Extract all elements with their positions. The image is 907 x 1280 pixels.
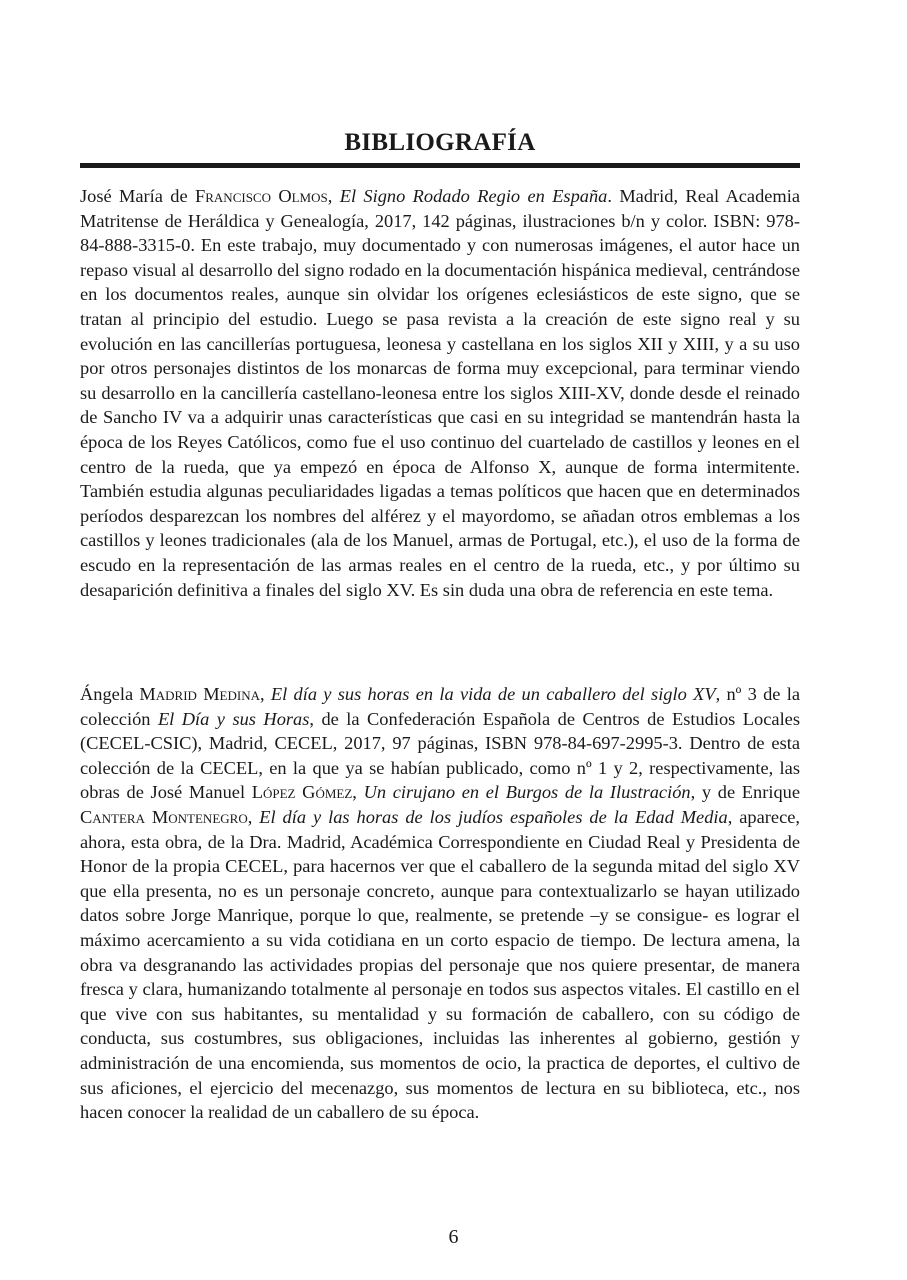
bibliography-entry (80, 682, 800, 1125)
page-title: BIBLIOGRAFÍA (344, 129, 536, 156)
bibliography-entry (80, 184, 800, 602)
author-surname: Madrid Medina (139, 684, 260, 704)
entry-body: . Madrid, Real Academia Matritense de Heráldica y Genealogía, 2017, 142 páginas, ilustraciones b/n y color. ISBN: 978-84-888-3315-0. En este trabajo, muy documentado y con numerosas imágenes, el autor hace un repaso visual al desarrollo del signo rodado en la documentación hispánica medieval, centrándose en los documentos reales, aunque sin olvidar los orígenes eclesiásticos de este signo, que se tratan al principio del estudio. Luego se pasa revista a la creación de este signo real y su evolución en las cancillerías portuguesa, leonesa y castellana en los siglos XII y XIII, y a su uso por otros personajes distintos de los monarcas de forma muy excepcional, para terminar viendo su desarrollo en la cancillería castellano-leonesa entre los siglos XIII-XV, donde desde el reinado de Sancho IV va a adquirir unas características que casi en su integridad se mantendrán hasta la época de los Reyes Católicos, como fue el uso continuo del cuartelado de castillos y leones en el centro de la rueda, que ya empezó en época de Alfonso X, aunque de forma intermitente. También estudia algunas peculiaridades ligadas a temas políticos que hacen que en determinados períodos desparezcan los nombres del alférez y el mayordomo, se añadan otros emblemas a los castillos y leones tradicionales (ala de los Manuel, armas de Portugal, etc.), el uso de la forma de escudo en la representación de las armas reales en el centro de la rueda, etc., y por último su desaparición definitiva a finales del siglo XV. Es sin duda una obra de referencia en este tema. (80, 186, 801, 600)
entry-text: , nº 3 de la colección (80, 684, 801, 729)
entry-text: , de la Confederación Española de Centros de Estudios Locales (CECEL-CSIC), Madrid, CECEL, 2017, 97 páginas, ISBN 978-84-697-2995-3. Dentro de esta colección de la CECEL, en la que ya se habían publicado, como nº 1 y 2, respectivamente, las obras de José Manuel (80, 708, 800, 803)
author-first-name: José María de (80, 186, 188, 206)
entry-text: , y de Enrique (690, 782, 800, 803)
referenced-author: Cantera Montenegro (80, 806, 248, 827)
referenced-author: López Gómez (251, 782, 353, 803)
separator: , (327, 186, 340, 206)
collection-title: El Día y sus Horas (157, 708, 310, 729)
referenced-title: Un cirujano en el Burgos de la Ilustración (363, 782, 691, 803)
book-title: El Signo Rodado Regio en España (339, 186, 608, 206)
entry-body: , aparece, ahora, esta obra, de la Dra. Madrid, Académica Correspondiente en Ciudad Real y Presidenta de Honor de la propia CECEL, para hacernos ver que el caballero de la segunda mitad del siglo XV que ella presenta, no es un personaje concreto, aunque para contextualizarlo se hayan utilizado datos sobre Jorge Manrique, porque lo que, realmente, se pretende –y se consigue- es lograr el máximo acercamiento a su vida cotidiana en un corto espacio de tiempo. De lectura amena, la obra va desgranando las actividades propias del personaje que nos quiere presentar, de manera fresca y clara, humanizando totalmente al personaje en todos sus aspectos vitales. El castillo en el que vive con sus habitantes, su mentalidad y su formación de caballero, con su código de conducta, sus costumbres, sus obligaciones, incluidas las inherentes al gobierno, gestión y administración de una encomienda, sus momentos de ocio, la practica de deportes, el cultivo de sus aficiones, el ejercicio del mecenazgo, sus momentos de lectura en su biblioteca, etc., nos hacen conocer la realidad de un caballero de su época. (80, 806, 800, 1123)
referenced-title: El día y las horas de los judíos españoles de la Edad Media (259, 806, 728, 827)
author-surname: Francisco Olmos (195, 186, 328, 206)
separator: , (247, 806, 260, 827)
separator: , (352, 782, 364, 803)
page-number: 6 (448, 1226, 459, 1248)
author-first-name: Ángela (80, 684, 134, 704)
separator: , (260, 684, 271, 704)
title-divider (80, 163, 800, 168)
book-title: El día y sus horas en la vida de un caballero del siglo XV (270, 684, 716, 704)
